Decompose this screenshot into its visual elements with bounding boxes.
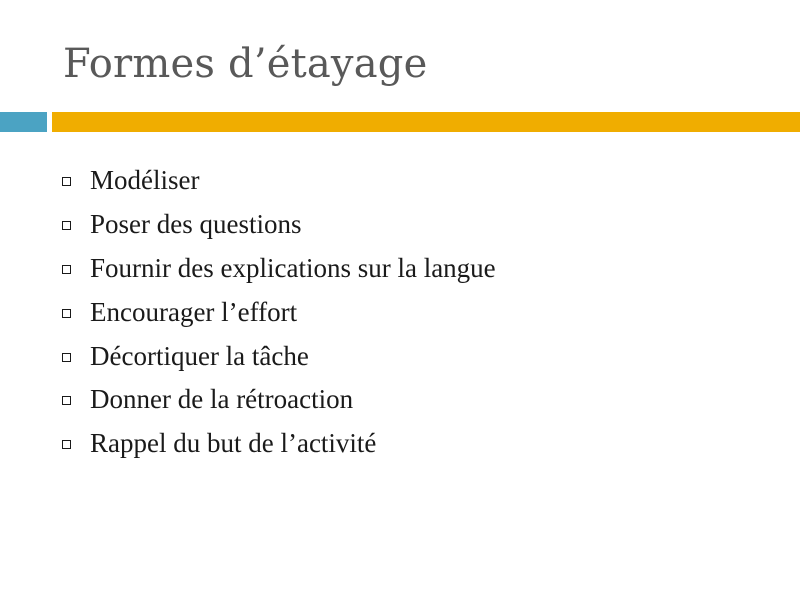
accent-bar-blue [0, 112, 47, 132]
bullet-text: Rappel du but de l’activité [90, 428, 377, 459]
bullet-text: Poser des questions [90, 209, 302, 240]
hollow-square-icon [62, 353, 71, 362]
list-item [62, 378, 496, 422]
hollow-square-icon [62, 396, 71, 405]
list-item [62, 159, 496, 203]
bullet-list [62, 159, 496, 466]
list-item [62, 290, 496, 334]
list-item [62, 203, 496, 247]
hollow-square-icon [62, 309, 71, 318]
hollow-square-icon [62, 265, 71, 274]
bullet-text: Décortiquer la tâche [90, 340, 309, 371]
list-item [62, 334, 496, 378]
list-item [62, 247, 496, 291]
accent-bar-orange [52, 112, 800, 132]
slide-title: Formes d’étayage [63, 41, 428, 87]
bullet-text: Fournir des explications sur la langue [90, 252, 496, 283]
bullet-text: Donner de la rétroaction [90, 384, 354, 415]
hollow-square-icon [62, 440, 71, 449]
hollow-square-icon [62, 221, 71, 230]
bullet-text: Encourager l’effort [90, 296, 298, 327]
list-item [62, 422, 496, 466]
hollow-square-icon [62, 177, 71, 186]
bullet-text: Modéliser [90, 165, 200, 196]
